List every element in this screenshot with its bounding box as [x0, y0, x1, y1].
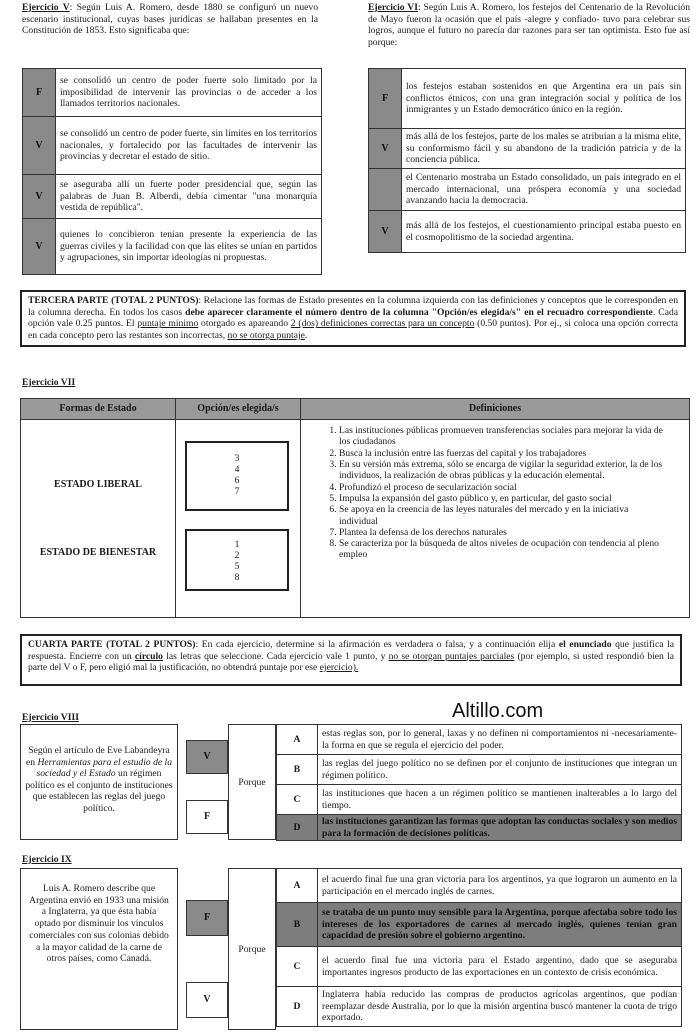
ej8-porque: Porque [228, 724, 276, 840]
watermark-text: Altillo.com [452, 700, 544, 722]
estado-bienestar-options-box[interactable] [185, 529, 289, 591]
option-letter-c[interactable]: C [277, 785, 318, 815]
ej6-row [369, 69, 686, 129]
option-number: 4 [234, 464, 240, 476]
ej9-option-row [277, 869, 682, 903]
ej9-option-text: el acuerdo final fue una gran victoria para los argentinos, ya que lograron un aumento en la participación en el mercado inglés de carnes. [318, 869, 682, 903]
definition-item: 5. Impulsa la expansión del gasto público y, en particular, del gasto social [339, 493, 665, 504]
option-letter-b[interactable]: B [277, 755, 318, 785]
cuarta-parte-instructions [20, 634, 682, 686]
ej8-true-option[interactable]: V [186, 740, 228, 774]
cuarta-text: : En cada ejercicio, determine si la afirmación es verdadera o falsa, y a continuación elija [195, 639, 559, 650]
ej8-false-option[interactable]: F [186, 800, 228, 834]
ej5-intro [22, 2, 318, 37]
ej8-options-table [276, 724, 682, 841]
option-letter-d[interactable]: D [277, 987, 318, 1027]
option-letter-b[interactable]: B [277, 903, 318, 947]
option-letter-a[interactable]: A [277, 725, 318, 755]
ej5-label: Ejercicio V [22, 2, 70, 13]
ej5-row [23, 175, 322, 219]
ej8-statement-text: un régimen político es el conjunto de instituciones que establecen las reglas del juego político. [25, 768, 173, 814]
option-number: 7 [234, 486, 240, 498]
cuarta-text: que justifica la respuesta. Encierre con un [28, 639, 674, 662]
ej5-answer[interactable]: V [23, 117, 56, 175]
ej8-statement [20, 724, 178, 840]
option-number: 1 [234, 539, 240, 550]
definition-item: 2. Busca la inclusión entre las fuerzas del capital y los trabajadores [339, 448, 665, 459]
definition-item: 6. Se apoya en la creencia de las leyes naturales del mercado y en la iniciativa individual [339, 504, 665, 527]
ej8-statement-text: Según el artículo de Eve Labandeyra en [25, 745, 170, 768]
tercera-title: TERCERA PARTE (TOTAL 2 PUNTOS) [28, 295, 199, 306]
option-letter-a[interactable]: A [277, 869, 318, 903]
ej8-option-row [277, 755, 682, 785]
ej8-option-text: las reglas del juego político no se definen por el conjunto de instituciones que integran un régimen político. [318, 755, 682, 785]
tercera-emphasis: debe aparecer claramente el número dentro de la columna "Opción/es elegida/s" en el recuadro correspondiente [185, 306, 653, 318]
option-number: 5 [234, 561, 240, 573]
cuarta-underline: no se otorgan puntajes parciales [388, 650, 515, 662]
ej6-intro [368, 2, 690, 48]
option-letter-d[interactable]: D [277, 815, 318, 841]
tercera-text: (0.50 puntos). Por ej., si coloca una opción correcta en cada concepto pero las restantes son incorrectas, [28, 318, 678, 342]
tercera-underline: puntaje mínimo [137, 318, 199, 330]
ej5-statement: se consolidó un centro de poder fuerte solo limitado por la imposibilidad de intervenir las provincias o de acceder a los llamados territorios nacionales. [56, 69, 322, 117]
cuarta-emphasis: enunciado [569, 639, 612, 650]
ej5-answer[interactable]: F [23, 69, 56, 117]
definition-item: 4. Profundizó el proceso de secularización social [339, 482, 665, 493]
cuarta-text: (por ejemplo, si usted respondió bien la parte del V o F, pero eligió mal la justificación, no obtendrá puntaje por ese [28, 650, 674, 673]
ej5-statement: se aseguraba allí un fuerte poder presidencial que, según las palabras de Juan B. Alberdi, debía cimentar "una monarquía vestida de república". [56, 175, 322, 219]
definition-item: 8. Se caracteriza por la búsqueda de altos niveles de ocupación con tendencia al pleno empleo [339, 538, 665, 561]
ej5-statement: se consolidó un centro de poder fuerte, sin límites en los territorios nacionales, y fortalecido por las facultades de intervenir las provincias y decretar el estado de sitio. [56, 117, 322, 175]
option-number: 3 [234, 453, 240, 464]
tercera-parte-instructions [20, 290, 686, 347]
definition-item: 1. Las instituciones públicas promueven transferencias sociales para mejorar la vida de los ciudadanos [339, 425, 665, 448]
ej5-answer[interactable]: V [23, 175, 56, 219]
ej8-option-row [277, 815, 682, 841]
ej5-intro-text: : Según Luis A. Romero, desde 1880 se configuró un nuevo escenario institucional, cuyas bases jurídicas se hallaban presentes en la Constitución de 1853. Esto significaba que: [22, 2, 319, 36]
ej9-porque: Porque [228, 868, 276, 1030]
ej6-table [368, 68, 686, 253]
ej9-option-row [277, 987, 682, 1027]
ej7-definitions [303, 425, 665, 561]
ej6-answer[interactable]: V [369, 211, 402, 253]
ej6-statement: los festejos estaban sostenidos en que Argentina era un país sin conflictos étnicos, con una gran integración social y política de los inmigrantes y un Estado democrático único en la región. [402, 69, 686, 129]
ej6-row [369, 169, 686, 211]
tercera-text: : Relacione las formas de Estado presentes en la columna izquierda con las definiciones y conceptos que le corresponden en la columna derecha. En todos los casos [28, 295, 678, 318]
estado-liberal-options-box[interactable] [185, 441, 289, 511]
ej9-true-option[interactable]: V [186, 982, 228, 1018]
definition-item: 7. Plantea la defensa de los derechos naturales [339, 527, 665, 538]
definition-item: 3. En su versión más extrema, sólo se encarga de vigilar la seguridad exterior, la de los individuos, la realización de obras públicas y la educación elemental. [339, 459, 665, 482]
cuarta-text: las letras que seleccione. Cada ejercicio vale 1 punto, y [162, 650, 389, 662]
estado-bienestar-label: ESTADO DE BIENESTAR [39, 547, 157, 558]
ej7-table [20, 398, 690, 618]
option-number: 6 [234, 475, 240, 487]
ej8-option-text: estas reglas son, por lo general, laxas y no definen ni comportamientos ni -necesariamente- la forma en que se regula el ejercicio del poder. [318, 725, 682, 755]
cuarta-emphasis: el [558, 639, 566, 650]
ej8-statement-italic: Herramientas para el estudio de la sociedad y el Estado [36, 756, 173, 779]
tercera-underline: 2 (dos) definiciones correctas para un concepto [290, 318, 475, 330]
cuarta-emphasis: círculo [134, 650, 163, 662]
ej7-label: Ejercicio VII [22, 377, 76, 388]
ej9-statement: Luis A. Romero describe que Argentina envió en 1933 una misión a Inglaterra, ya que ésta había optado por disminuir los vínculos comerciales con sus colonias debido a la mayor calidad de la carne de otros países, como Canadá. [20, 868, 178, 1030]
ej8-block [20, 722, 684, 842]
option-number: 2 [234, 550, 240, 562]
ej5-table [22, 68, 322, 275]
ej8-label: Ejercicio VIII [22, 712, 79, 723]
ej5-row [23, 69, 322, 117]
ej6-label: Ejercicio VI [368, 2, 418, 13]
ej9-options-table [276, 868, 682, 1027]
ej9-label: Ejercicio IX [22, 854, 72, 865]
ej6-statement: el Centenario mostraba un Estado consolidado, un país integrado en el mercado internacional, una próspera economía y una sociedad avanzando hacia la democracia. [402, 169, 686, 211]
ej7-header-formas: Formas de Estado [21, 399, 176, 420]
cuarta-title: CUARTA PARTE (TOTAL 2 PUNTOS) [28, 639, 196, 650]
ej7-divider [300, 419, 301, 617]
tercera-text: otorgado es apareando [198, 318, 291, 330]
ej6-answer[interactable]: F [369, 69, 402, 129]
estado-liberal-label: ESTADO LIBERAL [54, 479, 142, 490]
ej6-intro-text: : Según Luis A. Romero, los festejos del Centenario de la Revolución de Mayo fueron la ocasión que el país -alegre y confiado- tuvo para celebrar sus logros, aunque el futuro no parecía dar razones para ser tan optimista. Esto fue así porque: [368, 2, 690, 48]
definitions-list [303, 425, 665, 561]
ej8-option-row [277, 785, 682, 815]
ej9-option-row [277, 947, 682, 987]
ej6-answer[interactable]: V [369, 129, 402, 169]
ej6-statement: más allá de los festejos, parte de los males se atribuían a la misma elite, su conformismo fácil y su abandono de la tradición patricia y de la conciencia pública. [402, 129, 686, 169]
ej9-option-text: Inglaterra había reducido las compras de productos agrícolas argentinos, que podían reemplazar desde Australia, por lo que la misión argentina buscó mantener la cuota de trigo exportado. [318, 987, 682, 1027]
tercera-underline: no se otorga puntaje [227, 330, 305, 342]
tercera-text: . [304, 330, 308, 342]
ej9-option-text: el acuerdo final fue una victoria para el Estado argentino, dado que se aseguraba importantes ingresos producto de las exportaciones en un contexto de crisis económica. [318, 947, 682, 987]
ej7-header-definiciones: Definiciones [301, 399, 689, 420]
ej5-row [23, 117, 322, 175]
ej9-block [20, 866, 684, 1032]
tercera-text: . Cada opción vale 0.25 puntos. El [28, 306, 679, 330]
ej6-row [369, 129, 686, 169]
ej6-statement: más allá de los festejos, el cuestionamiento principal estaba puesto en el cosmopolitismo de la sociedad argentina. [402, 211, 686, 253]
ej7-header-opciones: Opción/es elegida/s [176, 399, 301, 420]
ej6-row [369, 211, 686, 253]
ej5-statement: quienes lo concibieron tenían presente la experiencia de las guerras civiles y la facilidad con que las elites se unían en partidos y agrupaciones, sin importar ideologías ni propuestas. [56, 219, 322, 275]
ej7-divider [175, 419, 176, 617]
ej8-option-row [277, 725, 682, 755]
ej8-option-text: las instituciones que hacen a un régimen político se mantienen inalterables a lo largo del tiempo. [318, 785, 682, 815]
ej9-option-text: se trataba de un punto muy sensible para la Argentina, porque afectaba sobre todo los intereses de los exportadores de carnes al mercado inglés, quienes tenían gran capacidad de presión sobre el gobierno argentino. [318, 903, 682, 947]
ej9-option-row [277, 903, 682, 947]
cuarta-underline: ejercicio). [319, 662, 359, 673]
ej6-answer[interactable] [369, 169, 402, 211]
ej5-answer[interactable]: V [23, 219, 56, 275]
ej5-row [23, 219, 322, 275]
option-number: 8 [234, 572, 240, 584]
ej9-false-option[interactable]: F [186, 900, 228, 936]
option-letter-c[interactable]: C [277, 947, 318, 987]
ej8-option-text: las instituciones garantizan las formas que adoptan las conductas sociales y son medios para la formación de decisiones políticas. [318, 815, 682, 841]
